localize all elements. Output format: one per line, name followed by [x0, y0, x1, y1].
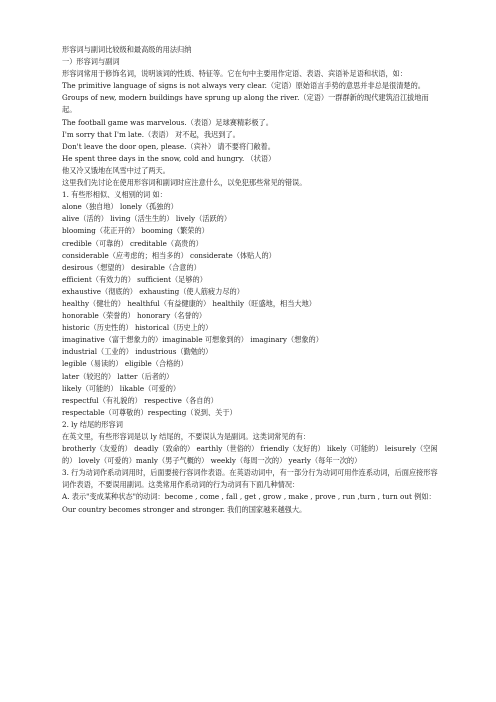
ly-word-list: brotherly（友爱的） deadly（致命的） earthly（世俗的） friendly（友好的） likely（可能的） leisurely（空闲的） lovely（可爱的）manly（男子气概的） weekly（每周一次的） yearly（每年一次的） [62, 444, 438, 466]
example-line: I'm sorry that I'm late.（表语） 对不起，我迟到了。 [62, 129, 240, 139]
word-pair-line: imaginative（富于想象力的）imaginable 可想象到的） imaginary（想象的） [62, 335, 323, 345]
word-pair-line: exhaustive（彻底的） exhausting（使人筋疲力尽的） [62, 286, 244, 296]
word-pair-line: blooming（花正开的） booming（繁荣的） [62, 226, 209, 236]
example-line: He spent three days in the snow, cold and hungry. （状语） [62, 153, 276, 163]
example-line: 他又冷又饿地在风雪中过了两天。 [62, 165, 170, 175]
note-line: 这里我们先讨论在使用形容词和副词时应注意什么，以免犯那些常见的错误。 [62, 178, 307, 188]
document-page [62, 44, 440, 516]
word-pair-line: healthy（健壮的） healthful（有益健康的） healthily（旺盛地，相当大地） [62, 298, 316, 308]
example-line: The football game was marvelous.（表语）足球赛精彩极了。 [62, 117, 273, 127]
point-paragraph: 3. 行为动词作系动词用时，后面要接行容词作表语。在英语动词中，有一部分行为动词可用作连系动词，后面应接形容词作表语，不要误用副词。这类常用作系动词的行为动词有下面几种情况： [62, 468, 438, 490]
word-pair-line: credible（可靠的） creditable（高贵的） [62, 238, 203, 248]
word-pair-line: alone（独自地） lonely（孤独的） [62, 202, 178, 212]
word-pair-line: industrial（工业的） industrious（勤勉的） [62, 347, 213, 357]
word-pair-line: honorable（荣誉的） honorary（名誉的） [62, 311, 207, 321]
word-pair-line: efficient（有效力的） sufficient（足够的） [62, 274, 207, 284]
word-pair-line: legible（易读的） eligible（合格的） [62, 359, 188, 369]
example-line: Our country becomes stronger and stronger. 我们的国家越来越强大。 [62, 504, 307, 514]
point-heading: 2. ly 结尾的形容词 [62, 419, 123, 429]
word-pair-line: historic（历史性的） historical（历史上的） [62, 323, 213, 333]
word-pair-line: desirous（想望的） desirable（合意的） [62, 262, 201, 272]
point-paragraph: A. 表示"变成某种状态"的动词：become , come , fall , get , grow , make , prove , run ,turn , turn out 例如： [62, 492, 436, 502]
word-pair-line: later（较迟的） latter（后者的） [62, 371, 174, 381]
example-line: Don't leave the door open, please.（宾补） 请不要将门敞着。 [62, 141, 275, 151]
word-pair-line: considerable（应考虑的；相当多的） considerate（体贴人的） [62, 250, 276, 260]
section-heading: 一）形容词与副词 [62, 57, 120, 67]
point-intro: 在英文里，有些形容词是以 ly 结尾的，不要误认为是副词。这类词常见的有： [62, 432, 311, 441]
word-pair-line: respectful（有礼貌的） respective（各自的） [62, 395, 218, 405]
example-line: Groups of new, modern buildings have sprung up along the river.（定语）一群群新的现代建筑沿江拔地而起。 [62, 93, 429, 115]
document-title: 形容词与副词比较级和最高级的用法归纳 [62, 45, 192, 54]
point-heading: 1. 有些形相似、义相别的词 如： [62, 190, 167, 200]
intro-paragraph: 形容词常用于修饰名词，说明该词的性质、特征等。它在句中主要用作定语、表语、宾语补足语和状语，如： [62, 69, 408, 79]
word-pair-line: likely（可能的） likable（可爱的） [62, 383, 181, 393]
example-line: The primitive language of signs is not always very clear.（定语）原始语言手势的意思并非总是很清楚的。 [62, 81, 425, 91]
word-pair-line: alive（活的） living（活生生的） lively（活跃的） [62, 214, 232, 224]
word-pair-line: respectable（可尊敬的）respecting（说到、关于） [62, 407, 237, 417]
